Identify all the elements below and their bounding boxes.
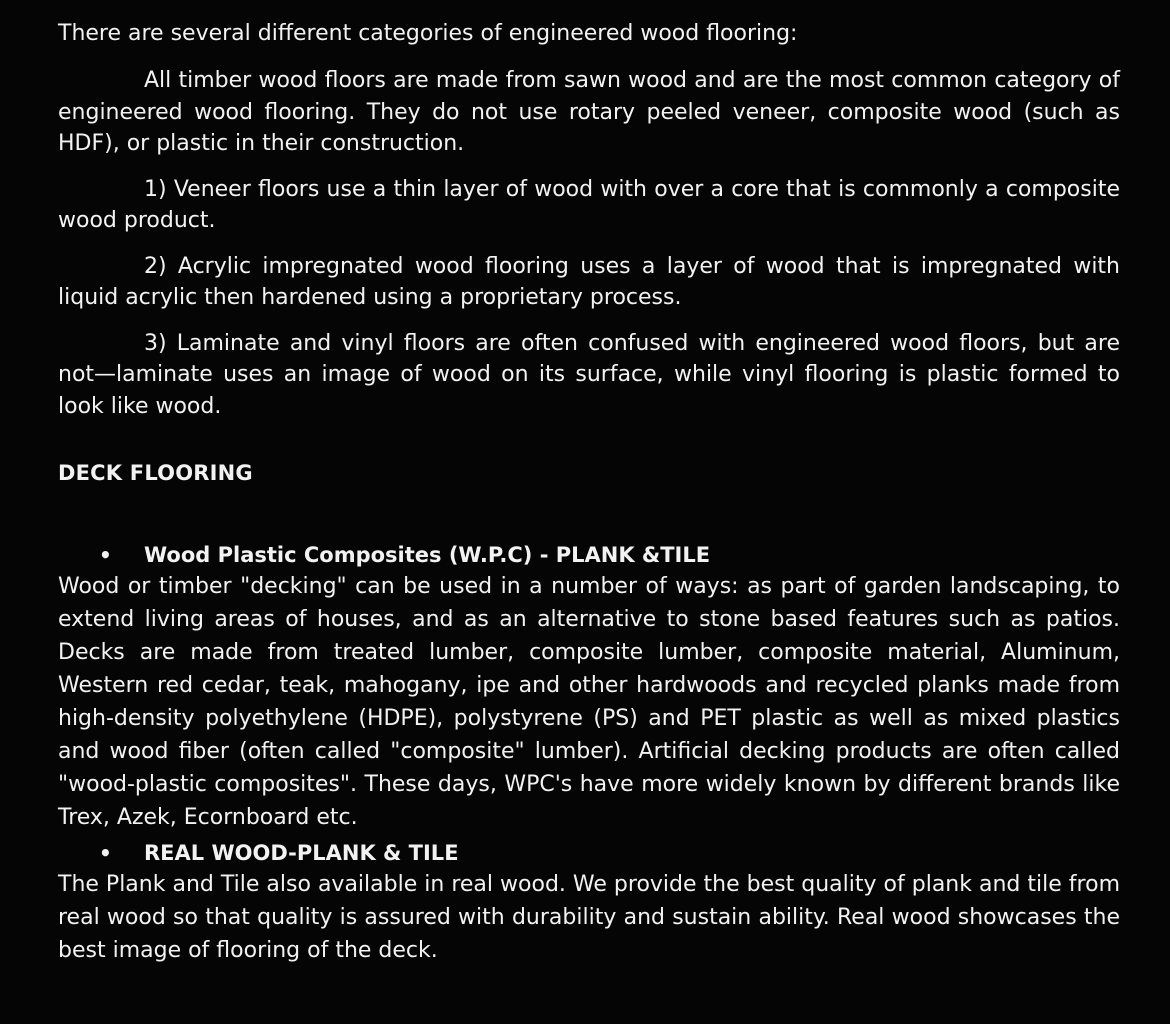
bullet-title-real-wood: REAL WOOD-PLANK & TILE	[144, 841, 459, 865]
bullet-marker: •	[99, 841, 112, 865]
section-heading-deck-flooring: DECK FLOORING	[58, 461, 253, 485]
bullet-marker: •	[99, 543, 112, 567]
paragraph-acrylic: 2) Acrylic impregnated wood flooring uses a layer of wood that is impregnated with liquid acrylic then hardened using a proprietary process.	[58, 253, 1120, 310]
bullet-title-wpc: Wood Plastic Composites (W.P.C) - PLANK &TILE	[144, 543, 711, 567]
bullet-real-wood	[58, 838, 1120, 868]
real-wood-description: The Plank and Tile also available in real wood. We provide the best quality of plank and tile from real wood so that quality is assured with durability and sustain ability. Real wood showcases the best image of flooring of the deck.	[58, 872, 1120, 963]
paragraph-laminate-vinyl: 3) Laminate and vinyl floors are often confused with engineered wood floors, but are not—laminate uses an image of wood on its surface, while vinyl flooring is plastic formed to look like wood.	[58, 330, 1120, 419]
intro-text: There are several different categories of engineered wood flooring:	[58, 21, 798, 46]
wpc-description: Wood or timber "decking" can be used in a number of ways: as part of garden landscaping, to extend living areas of houses, and as an alternative to stone based features such as patios. Decks are made from treated lumber, composite lumber, composite material, Aluminum, Western red cedar, teak, mahogany, ipe and other hardwoods and recycled planks made from high-density polyethylene (HDPE), polystyrene (PS) and PET plastic as well as mixed plastics and wood fiber (often called "composite" lumber). Artificial decking products are often called "wood-plastic composites". These days, WPC's have more widely known by different brands like Trex, Azek, Ecornboard etc.	[58, 574, 1120, 830]
paragraph-veneer: 1) Veneer floors use a thin layer of wood with over a core that is commonly a composite wood product.	[58, 176, 1120, 233]
bullet-wpc	[58, 540, 1120, 570]
paragraph-all-timber: All timber wood floors are made from sawn wood and are the most common category of engineered wood flooring. They do not use rotary peeled veneer, composite wood (such as HDF), or plastic in their construction.	[58, 68, 1120, 156]
